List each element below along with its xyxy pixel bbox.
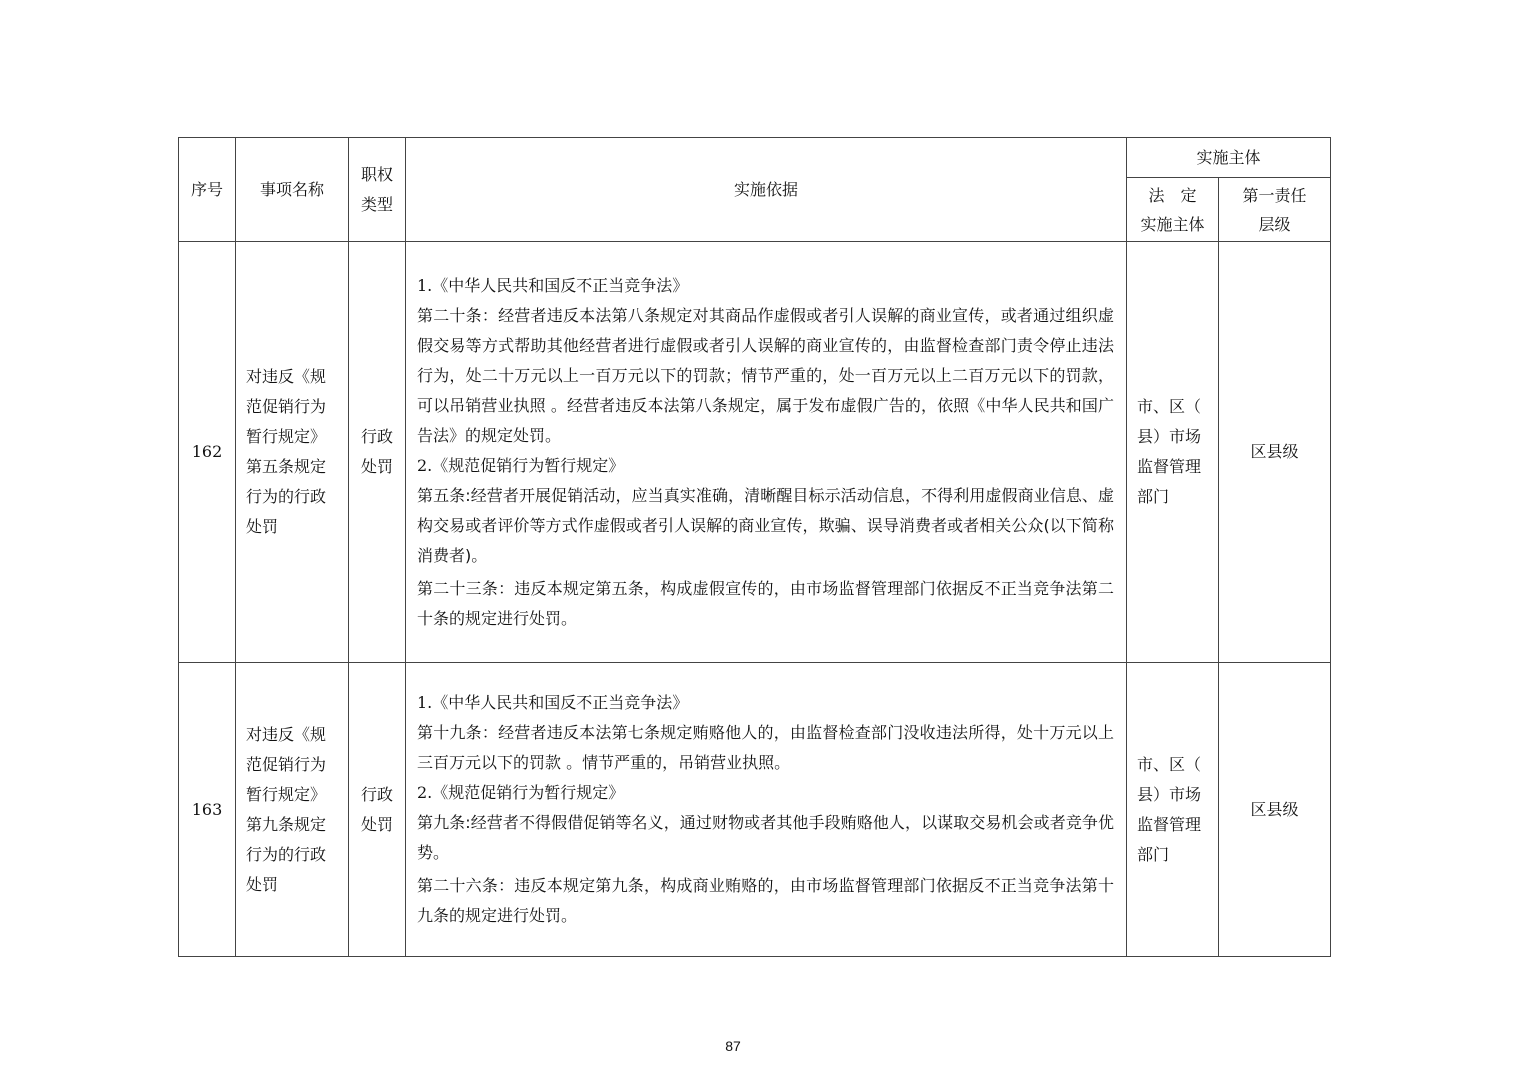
header-type [349,138,406,242]
page-number: 87 [725,1038,741,1054]
basis-law1-text: 第二十条：经营者违反本法第八条规定对其商品作虚假或者引人误解的商业宣传，或者通过组织虚假交易等方式帮助其他经营者进行虚假或者引人误解的商业宣传的，由监督检查部门责令停止违法行为，处二十万元以上一百万元以下的罚款；情节严重的，处一百万元以上二百万元以下的罚款，可以吊销营业执照 。经营者违反本法第八条规定，属于发布虚假广告的，依照《中华人民共和国广告法》的规定处罚。 [417,305,1114,445]
subject-line: 监督管理 [1137,457,1202,476]
enforcement-table [178,137,1331,957]
name-line: 处罚 [246,517,279,536]
row-seq: 162 [179,242,236,663]
basis-law2-text1: 第九条:经营者不得假借促销等名义，通过财物或者其他手段贿赂他人，以谋取交易机会或者竞争优势。 [417,813,1114,862]
row-legal-subject [1127,663,1219,957]
row-item-name [236,242,349,663]
type-line: 处罚 [360,457,393,476]
name-line: 暂行规定》 [246,427,327,446]
header-subject-group: 实施主体 [1127,138,1331,178]
row-legal-basis [406,242,1127,663]
header-level-line2: 层级 [1258,214,1291,234]
header-seq: 序号 [179,138,236,242]
header-type-line2: 类型 [360,194,393,214]
name-line: 行为的行政 [246,487,327,506]
basis-law2-text1: 第五条:经营者开展促销活动，应当真实准确，清晰醒目标示活动信息，不得利用虚假商业信息、虚构交易或者评价等方式作虚假或者引人误解的商业宣传，欺骗、误导消费者或者相关公众(以下简称消费者)。 [417,485,1114,565]
name-line: 对违反《规 [246,367,327,386]
subject-line: 监督管理 [1137,814,1202,834]
type-line: 行政 [360,784,393,804]
subject-line: 部门 [1137,487,1170,506]
name-line: 第五条规定 [246,457,327,476]
name-line: 第九条规定 [246,814,327,834]
name-line: 行为的行政 [246,844,327,864]
name-line: 处罚 [246,874,279,894]
row-responsibility-level: 区县级 [1219,242,1331,663]
header-type-line1: 职权 [360,164,393,184]
header-legal-line2: 实施主体 [1140,214,1205,234]
basis-law1-title: 1.《中华人民共和国反不正当竞争法》 [417,693,689,712]
subject-line: 县）市场 [1137,427,1202,446]
basis-law2-title: 2.《规范促销行为暂行规定》 [417,783,625,802]
row-responsibility-level: 区县级 [1219,663,1331,957]
name-line: 对违反《规 [246,724,327,744]
name-line: 范促销行为 [246,397,327,416]
name-line: 范促销行为 [246,754,327,774]
subject-line: 市、区（ [1137,397,1202,416]
row-legal-basis [406,663,1127,957]
basis-law1-title: 1.《中华人民共和国反不正当竞争法》 [417,275,689,295]
header-name: 事项名称 [236,138,349,242]
header-basis: 实施依据 [406,138,1127,242]
table-row [179,242,1331,663]
name-line: 暂行规定》 [246,784,327,804]
row-item-name [236,663,349,957]
header-legal-subject [1127,178,1219,242]
header-level-line1: 第一责任 [1242,185,1307,205]
row-power-type [349,663,406,957]
basis-law2-title: 2.《规范促销行为暂行规定》 [417,455,625,475]
basis-law2-text2: 第二十六条：违反本规定第九条，构成商业贿赂的，由市场监督管理部门依据反不正当竞争法第十九条的规定进行处罚。 [417,876,1114,925]
type-line: 处罚 [360,814,393,834]
row-seq: 163 [179,663,236,957]
row-legal-subject [1127,242,1219,663]
header-responsibility-level [1219,178,1331,242]
header-legal-line1: 法 定 [1148,185,1197,205]
subject-line: 市、区（ [1137,754,1202,774]
subject-line: 县）市场 [1137,784,1202,804]
row-power-type [349,242,406,663]
subject-line: 部门 [1137,844,1170,864]
type-line: 行政 [360,427,393,446]
table-row [179,663,1331,957]
basis-law1-text: 第十九条：经营者违反本法第七条规定贿赂他人的，由监督检查部门没收违法所得，处十万元以上三百万元以下的罚款 。情节严重的，吊销营业执照。 [417,723,1114,772]
basis-law2-text2: 第二十三条：违反本规定第五条，构成虚假宣传的，由市场监督管理部门依据反不正当竞争法第二十条的规定进行处罚。 [417,578,1114,628]
